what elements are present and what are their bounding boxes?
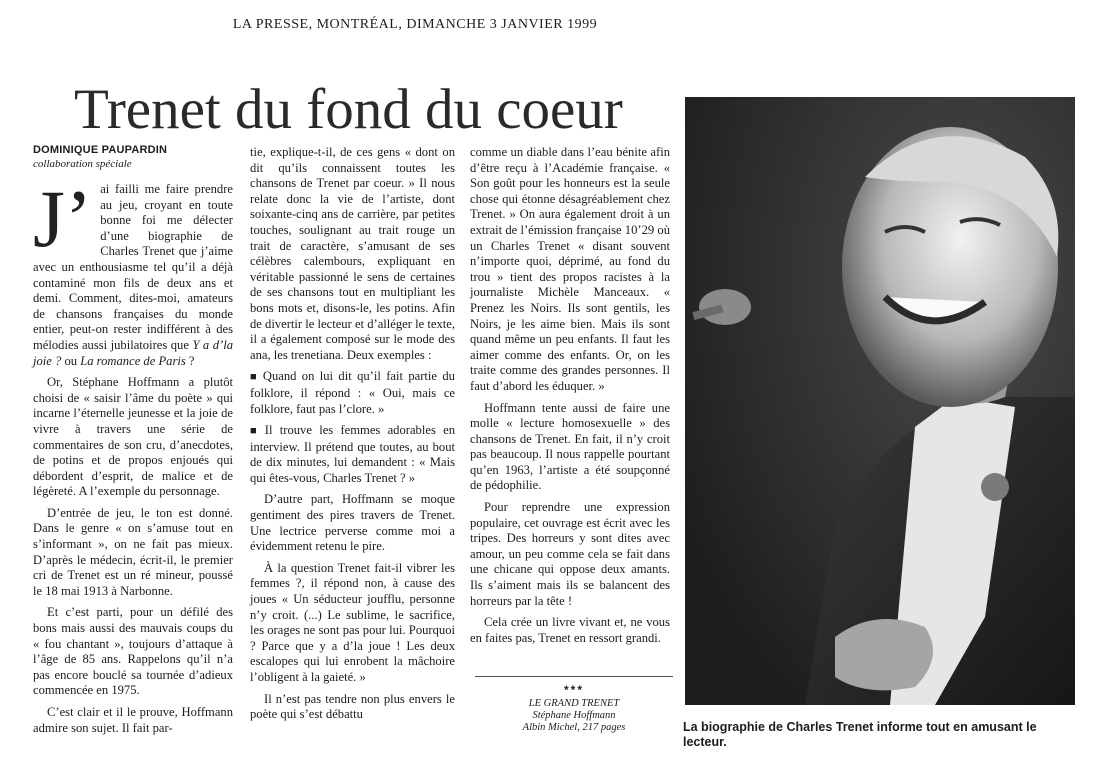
portrait-photo — [685, 97, 1075, 705]
paragraph: Or, Stéphane Hoffmann a plutôt choisi de « saisir l’âme du poète » qui incarne l’éternelle jeunesse et la joie de vivre à travers une série de commentaires de son cru, d’anecdotes, de potins et de propos enjoués qui débordent d’esprit, de malice et de légèreté. A l’exemple du personnage. — [33, 375, 233, 499]
paragraph: comme un diable dans l’eau bénite afin d’être reçu à l’Académie française. « Son goût pour les honneurs est la seule chose qui étonne désagréablement chez Trenet. » On aura également droit à un extrait de l’émission française 10’29 où un Charles Trenet « disant souvent n’importe quoi, déprimé, au fond du trou » tient des propos racistes à la journaliste Michèle Manceaux. « Prenez les Noirs. Ils sont gentils, les Noirs, je les aime bien. Mais ils sont quand même un peu enfants. Il faut les aimer comme des enfants. Or, on les traite comme des grandes personnes. Il faut d’abord les éduquer. » — [470, 145, 670, 393]
song-title: Y a d’la joie ? — [33, 337, 233, 368]
paragraph: Pour reprendre une expression populaire, cet ouvrage est écrit avec les tripes. Des horreurs y sont dites avec amour, un peu comme cela se fait dans une chicane qui oppose deux amants. Ils s’aiment mais ils se balancent des horreurs par la tête ! — [470, 500, 670, 608]
bullet-item — [250, 369, 455, 417]
bullet-item — [250, 423, 455, 486]
book-publisher: Albin Michel, 217 pages — [522, 722, 626, 733]
paragraph-text: ou — [61, 353, 81, 368]
song-title: La romance de Paris — [80, 353, 186, 368]
paragraph: Et c’est parti, pour un défilé des bons mais aussi des mauvais coups du « fou chantant », toujours d’attaque à l’âge de 85 ans. Rappelons qu’il n’a pas encore bouclé sa tournée d’adieux commencée en 1975. — [33, 605, 233, 698]
paragraph: Hoffmann tente aussi de faire une molle « lecture homosexuelle » des chansons de Trenet. En fait, il n’y croit pas beaucoup. Il nous rappelle pourtant qu’en 1963, l’artiste a été soupçonné de pédophilie. — [470, 400, 670, 493]
photo-caption: La biographie de Charles Trenet informe tout en amusant le lecteur. — [683, 720, 1037, 749]
article-column-1 — [33, 173, 233, 742]
portrait-illustration — [685, 97, 1075, 705]
paragraph: À la question Trenet fait-il vibrer les femmes ?, il répond non, à cause des joues « Un séducteur joufflu, personne n’y croit. (...) Le sublime, le sacrifice, les orages ne sont pas pour lui. Pourquoi ? Parce que y a d’la joue ! Les deux escalopes qui lui enrobent la mâchoire l’obligent à la gaieté. » — [250, 560, 455, 684]
article-column-3 — [470, 145, 670, 652]
bullet-text: Il trouve les femmes adorables en interview. Il prétend que toutes, au bout de dix minutes, lui demandent : « Mais qui êtes-vous, Charles Trenet ? » — [250, 423, 455, 485]
paragraph: Il n’est pas tendre non plus envers le poète qui s’est débattu — [250, 691, 455, 722]
stars-separator: *** — [563, 683, 584, 697]
book-info — [475, 698, 673, 734]
book-title: LE GRAND TRENET — [528, 698, 620, 709]
paragraph: D’autre part, Hoffmann se moque gentiment des pires travers de Trenet. Une lectrice perverse comme moi a évidemment retenu le pire. — [250, 492, 455, 554]
article-column-2 — [250, 145, 455, 729]
paragraph-text: ai failli me faire prendre au jeu, croyant en toute bonne foi me délecter d’une biographie de Charles Trenet que j’aime avec un enthousiasme tel qu’il a déjà contaminé mon fils de deux ans et demi. Comment, dites-moi, amateurs de chansons françaises du monde entier, peut-on rester indifférent à des mélodies aussi jubilatoires que — [33, 182, 233, 352]
dropcap: J’ — [33, 173, 93, 264]
paragraph: D’entrée de jeu, le ton est donné. Dans le genre « on s’amuse tout en s’informant », on ne fait pas mieux. D’après le médecin, écrit-il, le premier cri de Trenet est un ré mineur, poussé le 18 mai 1913 à Narbonne. — [33, 505, 233, 598]
paragraph: C’est clair et il le prouve, Hoffmann admire son sujet. Il fait par- — [33, 705, 233, 735]
paragraph: tie, explique-t-il, de ces gens « dont on dit qu’ils connaissent toutes les chansons de Trenet par coeur. » Il nous relate donc la vie de l’artiste, dont soixante-cinq ans de carrière, par petites touches, soulignant au trait rouge un trait de caractère, s’amusant de ses célèbres calembours, expliquant en véritable passionné le sens de certaines de ses chansons tout en multipliant les bons mots et, disons-le, les potins. Afin de divertir le lecteur et d’alléger le texte, il a également composé sur le mode des ana, les trenetiana. Deux exemples : — [250, 145, 455, 362]
byline-author: DOMINIQUE PAUPARDIN — [33, 144, 168, 156]
divider — [475, 676, 673, 677]
headline: Trenet du fond du coeur — [74, 78, 623, 141]
book-author: Stéphane Hoffmann — [532, 710, 616, 721]
paragraph-text: ? — [185, 353, 195, 368]
bullet-text: Quand on lui dit qu’il fait partie du folklore, il répond : « Oui, mais ce folklore, faut pas l’clore. » — [250, 369, 455, 416]
byline-role: collaboration spéciale — [33, 158, 132, 170]
paragraph: Cela crée un livre vivant et, ne vous en faites pas, Trenet en ressort grandi. — [470, 615, 670, 645]
paragraph — [33, 173, 233, 369]
masthead: LA PRESSE, MONTRÉAL, DIMANCHE 3 JANVIER 1999 — [232, 17, 598, 32]
